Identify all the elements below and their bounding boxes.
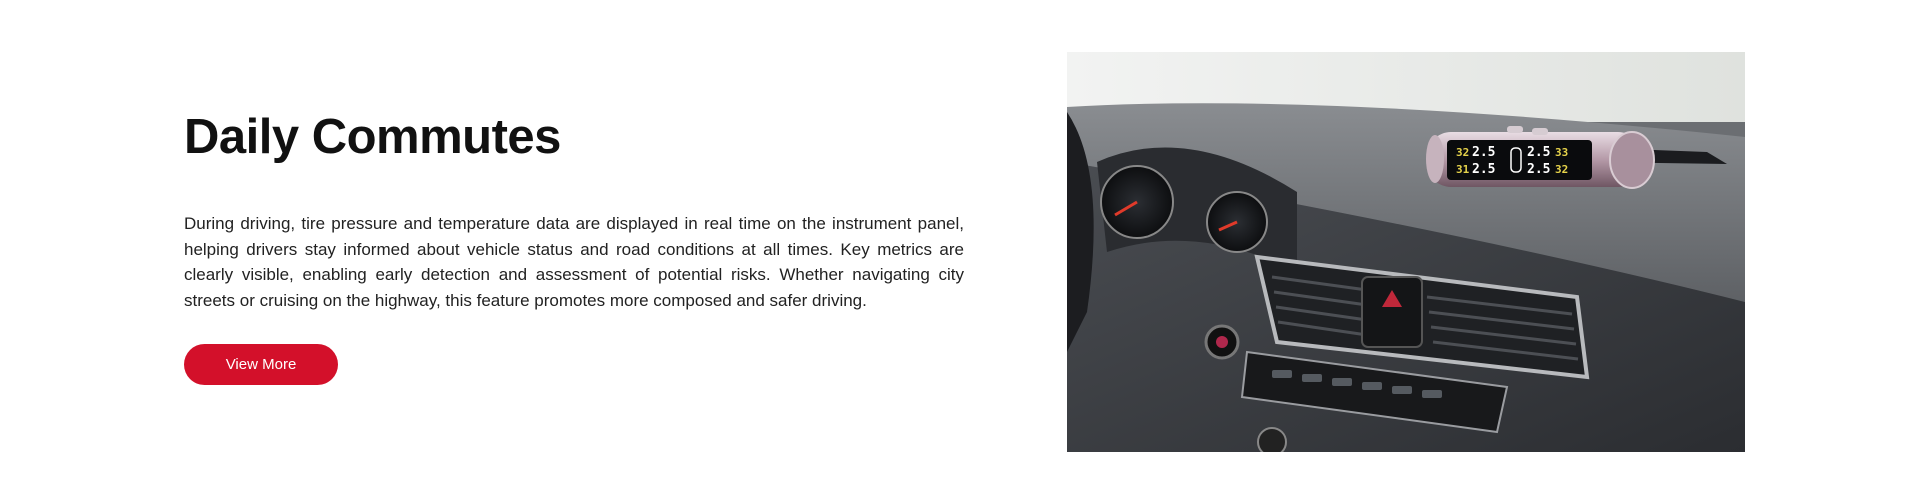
fl-temp: 32: [1456, 146, 1470, 159]
rr-pressure: 2.5: [1527, 162, 1551, 177]
fr-pressure: 2.5: [1527, 145, 1551, 160]
view-more-button[interactable]: View More: [184, 344, 338, 385]
fl-pressure: 2.5: [1472, 145, 1496, 160]
rl-temp: 31: [1456, 163, 1470, 176]
section-title: Daily Commutes: [184, 110, 561, 164]
rr-temp: 32: [1555, 163, 1569, 176]
section-description: During driving, tire pressure and temperature data are displayed in real time on the instrument panel, helping drivers stay informed about vehicle status and road conditions at all times. Key metrics are clearly visible, enabling early detection and assessment of potential risks. Whether navigating city streets or cruising on the highway, this feature promotes more composed and safer driving.: [184, 214, 964, 310]
dashboard-photo: [1067, 52, 1745, 452]
fr-temp: 33: [1555, 146, 1569, 159]
rl-pressure: 2.5: [1472, 162, 1496, 177]
content-column: [184, 105, 964, 313]
